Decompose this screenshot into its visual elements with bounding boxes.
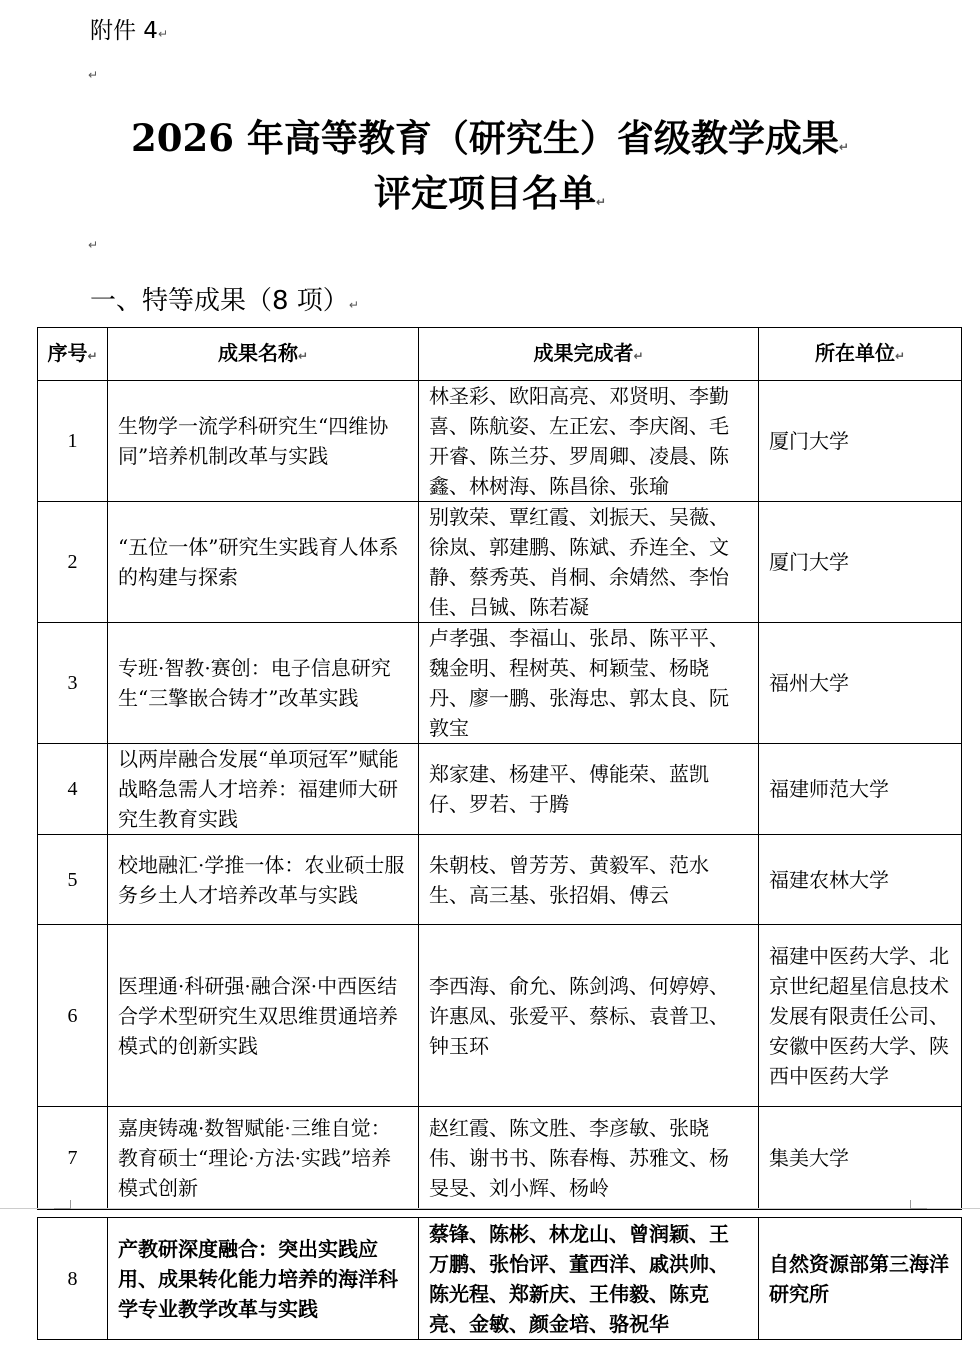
header-name: 成果名称↵ [108,328,419,381]
paragraph-mark-icon: ↵ [88,238,99,252]
cell-unit: 自然资源部第三海洋研究所 [759,1218,962,1340]
cell-name: 医理通·科研强·融合深·中西医结合学术型研究生双思维贯通培养模式的创新实践 [108,925,419,1107]
cell-unit: 福州大学 [759,623,962,744]
document-title-line1: 2026 年高等教育（研究生）省级教学成果↵ [131,116,849,160]
header-authors: 成果完成者↵ [419,328,759,381]
table-row [38,502,962,623]
cell-authors: 朱朝枝、曾芳芳、黄毅军、范水生、高三基、张招娟、傅云 [419,835,759,925]
paragraph-mark-icon: ↵ [157,27,169,41]
cell-name: 生物学一流学科研究生“四维协同”培养机制改革与实践 [108,381,419,502]
cell-unit: 福建中医药大学、北京世纪超星信息技术发展有限责任公司、安徽中医药大学、陕西中医药大学 [759,925,962,1107]
cell-seq: 2 [38,502,108,623]
page-break-divider [0,1208,980,1209]
results-table [37,327,962,1210]
attachment-label: 附件 4↵ [90,18,169,44]
cell-unit: 厦门大学 [759,502,962,623]
cell-authors: 赵红霞、陈文胜、李彦敏、张晓伟、谢书书、陈春梅、苏雅文、杨旻旻、刘小辉、杨岭 [419,1107,759,1210]
document-title-line2: 评定项目名单↵ [373,171,607,215]
cell-seq: 1 [38,381,108,502]
cell-seq: 3 [38,623,108,744]
results-table-continued [37,1217,962,1340]
cell-name: 产教研深度融合：突出实践应用、成果转化能力培养的海洋科学专业教学改革与实践 [108,1218,419,1340]
table-row [38,835,962,925]
paragraph-mark-icon: ↵ [348,298,359,312]
cell-authors: 别敦荣、覃红霞、刘振天、吴薇、徐岚、郭建鹏、陈斌、乔连全、文静、蔡秀英、肖桐、余婧然、李怡佳、吕铖、陈若凝 [419,502,759,623]
cell-unit: 福建农林大学 [759,835,962,925]
table-row [38,1107,962,1210]
header-unit: 所在单位↵ [759,328,962,381]
table-row [38,623,962,744]
table-row [38,744,962,835]
cell-seq: 8 [38,1218,108,1340]
cell-seq: 6 [38,925,108,1107]
cell-unit: 厦门大学 [759,381,962,502]
cell-name: 以两岸融合发展“单项冠军”赋能战略急需人才培养：福建师大研究生教育实践 [108,744,419,835]
cell-seq: 4 [38,744,108,835]
cell-name: 校地融汇·学推一体：农业硕士服务乡土人才培养改革与实践 [108,835,419,925]
section-heading: 一、特等成果（8 项）↵ [90,286,359,316]
paragraph-mark-icon: ↵ [595,195,607,209]
cell-name: 专班·智教·赛创：电子信息研究生“三擎嵌合铸才”改革实践 [108,623,419,744]
cell-name: “五位一体”研究生实践育人体系的构建与探索 [108,502,419,623]
cell-seq: 5 [38,835,108,925]
cell-seq: 7 [38,1107,108,1210]
cell-authors: 蔡锋、陈彬、林龙山、曾润颖、王万鹏、张怡评、董西洋、戚洪帅、陈光程、郑新庆、王伟毅、陈克亮、金敏、颜金培、骆祝华 [419,1218,759,1340]
page-corner-mark [54,1200,71,1209]
paragraph-mark-icon: ↵ [838,140,849,154]
table-row [38,925,962,1107]
cell-unit: 福建师范大学 [759,744,962,835]
cell-authors: 郑家建、杨建平、傅能荣、蓝凯仔、罗若、于腾 [419,744,759,835]
header-seq: 序号↵ [38,328,108,381]
cell-unit: 集美大学 [759,1107,962,1210]
table-row [38,381,962,502]
page-corner-mark [910,1200,927,1209]
table-header-row [38,328,962,381]
table-row [38,1218,962,1340]
paragraph-mark-icon: ↵ [88,68,99,82]
cell-authors: 李西海、俞允、陈剑鸿、何婷婷、许惠凤、张爱平、蔡标、袁普卫、钟玉环 [419,925,759,1107]
cell-authors: 林圣彩、欧阳高亮、邓贤明、李勤喜、陈航姿、左正宏、李庆阁、毛开睿、陈兰芬、罗周卿、凌晨、陈鑫、林树海、陈昌徐、张瑜 [419,381,759,502]
cell-name: 嘉庚铸魂·数智赋能·三维自觉：教育硕士“理论·方法·实践”培养模式创新 [108,1107,419,1210]
cell-authors: 卢孝强、李福山、张昂、陈平平、魏金明、程树英、柯颖莹、杨晓丹、廖一鹏、张海忠、郭太良、阮敦宝 [419,623,759,744]
